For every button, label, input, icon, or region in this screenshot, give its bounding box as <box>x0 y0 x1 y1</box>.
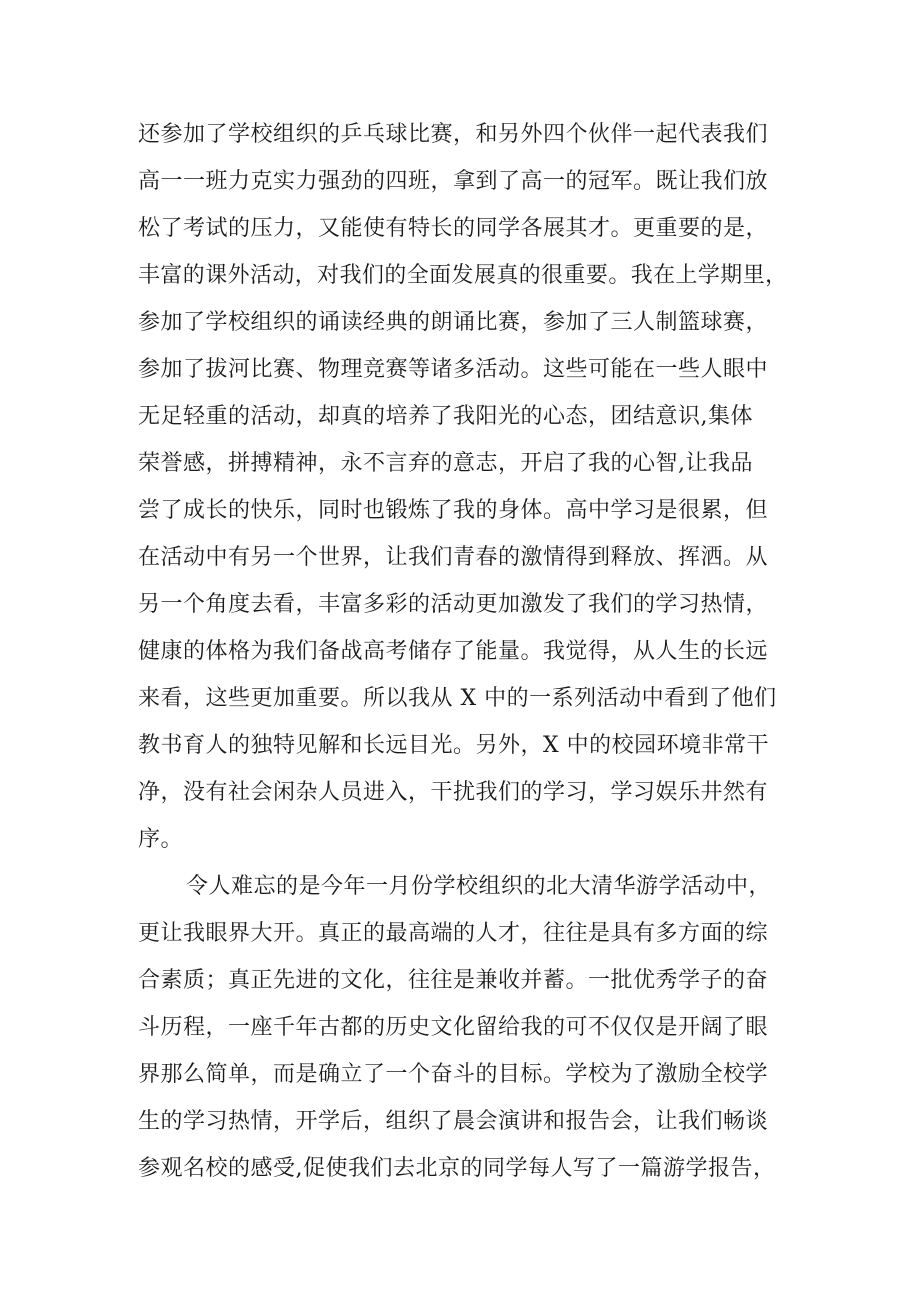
paragraph-1-line-15: 净，没有社会闲杂人员进入，干扰我们的学习，学习娱乐井然有 <box>138 780 769 805</box>
paragraph-1-line-12: 健康的体格为我们备战高考储存了能量。我觉得，从人生的长远 <box>138 639 769 664</box>
paragraph-1-line-11: 另一个角度去看，丰富多彩的活动更加激发了我们的学习热情， <box>138 592 769 617</box>
paragraph-1-line-1: 还参加了学校组织的乒乓球比赛，和另外四个伙伴一起代表我们 <box>138 122 769 147</box>
paragraph-2-line-6: 生的学习热情，开学后，组织了晨会演讲和报告会，让我们畅谈 <box>138 1109 769 1134</box>
paragraph-1-line-8: 荣誉感，拼搏精神，永不言弃的意志，开启了我的心智,让我品 <box>138 451 753 476</box>
paragraph-1-line-6: 参加了拔河比赛、物理竞赛等诸多活动。这些可能在一些人眼中 <box>138 357 769 382</box>
paragraph-1-line-16: 序。 <box>138 827 184 852</box>
paragraph-2-line-4: 斗历程，一座千年古都的历史文化留给我的可不仅仅是开阔了眼 <box>138 1015 769 1040</box>
paragraph-2-line-3: 合素质；真正先进的文化，往往是兼收并蓄。一批优秀学子的奋 <box>138 968 769 993</box>
paragraph-1-line-14: 教书育人的独特见解和长远目光。另外，X 中的校园环境非常干 <box>138 733 770 758</box>
paragraph-1-line-13: 来看，这些更加重要。所以我从 X 中的一系列活动中看到了他们 <box>138 686 777 711</box>
paragraph-1-line-10: 在活动中有另一个世界，让我们青春的激情得到释放、挥洒。从 <box>138 545 769 570</box>
paragraph-2-line-1: 令人难忘的是今年一月份学校组织的北大清华游学活动中， <box>186 874 772 899</box>
paragraph-1-line-5: 参加了学校组织的诵读经典的朗诵比赛，参加了三人制篮球赛， <box>138 310 769 335</box>
paragraph-2-line-5: 界那么简单，而是确立了一个奋斗的目标。学校为了激励全校学 <box>138 1062 769 1087</box>
paragraph-1-line-9: 尝了成长的快乐，同时也锻炼了我的身体。高中学习是很累，但 <box>138 498 769 523</box>
paragraph-1-line-4: 丰富的课外活动，对我们的全面发展真的很重要。我在上学期里， <box>138 263 788 288</box>
paragraph-1-line-2: 高一一班力克实力强劲的四班，拿到了高一的冠军。既让我们放 <box>138 169 769 194</box>
paragraph-2-line-7: 参观名校的感受,促使我们去北京的同学每人写了一篇游学报告， <box>138 1156 776 1181</box>
paragraph-1-line-7: 无足轻重的活动，却真的培养了我阳光的心态，团结意识,集体 <box>138 404 753 429</box>
paragraph-1-line-3: 松了考试的压力，又能使有特长的同学各展其才。更重要的是， <box>138 216 769 241</box>
paragraph-2-line-2: 更让我眼界大开。真正的最高端的人才，往往是具有多方面的综 <box>138 921 769 946</box>
